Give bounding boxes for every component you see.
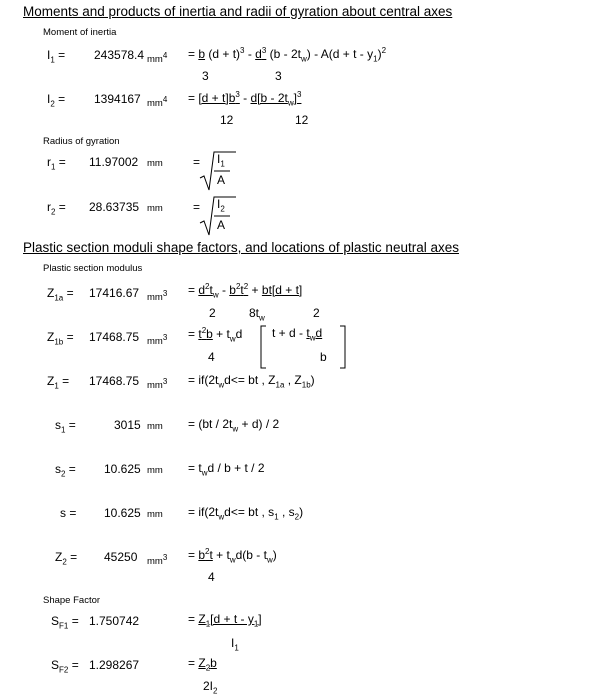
unit-r1: mm <box>147 158 163 169</box>
formula-r1-eq: = <box>193 155 201 169</box>
formula-s2: = $t_wd / b + t / 2$ <box>188 461 265 478</box>
subheading-radius-of-gyration: Radius of gyration <box>43 136 120 147</box>
formula-I2: = $[d + t]b^3 - d[b - 2t_w]^3$ <box>188 90 302 108</box>
formula-r2-num: $I_2$ <box>217 197 225 214</box>
value-SF1: 1.750742 <box>89 614 140 628</box>
value-Z1: 17468.75 <box>89 374 140 388</box>
unit-s2: mm <box>147 465 163 476</box>
value-I2: 1394167 <box>94 92 141 106</box>
label-Z1: $Z_1$ = <box>47 374 70 391</box>
label-r1: $r_1$ = <box>47 155 66 172</box>
label-Z1a: $Z_{1a}$ = <box>47 286 74 303</box>
formula-I1-den2: 3 <box>275 69 282 83</box>
unit-r2: mm <box>147 203 163 214</box>
value-Z1a: 17416.67 <box>89 286 140 300</box>
unit-Z2: $mm^3$ <box>147 553 168 568</box>
value-SF2: 1.298267 <box>89 658 140 672</box>
formula-Z1b: = $t^2b + t_wd$ <box>188 326 243 344</box>
label-Z1b: $Z_{1b}$ = <box>47 330 74 347</box>
formula-I1: = b $(d + t)^3 - d^3$ $(b - 2t_w) - A(d + t - y_1)^2$ <box>188 46 387 64</box>
formula-SF1-den: $I_1$ <box>231 636 239 653</box>
unit-I2: $mm^4$ <box>147 95 168 110</box>
formula-SF2: = $Z_2b$ <box>188 656 217 673</box>
formula-Z1a-den1: 2 <box>209 306 216 320</box>
label-s2: $s_2$ = <box>55 462 76 479</box>
value-s1: 3015 <box>114 418 141 432</box>
heading-moments: Moments and products of inertia and radii of gyration about central axes <box>23 4 453 19</box>
formula-s1: = $(bt / 2t_w + d) / 2$ <box>188 417 280 434</box>
formula-SF1: = $Z_1[d + t - y_1]$ <box>188 612 262 629</box>
formula-r1-num: $I_1$ <box>217 152 225 169</box>
formula-s: = $if(2t_wd<=$ bt , $s_1$ , $s_2$) <box>188 505 304 522</box>
value-r2: 28.63735 <box>89 200 140 214</box>
label-Z2: $Z_2$ = <box>55 550 78 567</box>
value-Z2: 45250 <box>104 550 138 564</box>
formula-SF2-den: $2I_2$ <box>203 679 218 696</box>
formula-Z1a: = $d^2t_w - b^2t^2 + bt[d + t]$ <box>188 282 303 300</box>
value-Z1b: 17468.75 <box>89 330 140 344</box>
label-I2: $I_2$ = <box>47 92 66 109</box>
value-s: 10.625 <box>104 506 141 520</box>
formula-Z2-den: 4 <box>208 570 215 584</box>
label-s1: $s_1$ = <box>55 418 76 435</box>
formula-Z1b-inner: $t + d - t_wd$ <box>272 326 323 343</box>
formula-Z1: = $if(2t_wd<=$ bt , $Z_{1a}$ , $Z_{1b}$) <box>188 373 315 390</box>
label-s: s = <box>60 506 77 520</box>
unit-Z1: $mm^3$ <box>147 377 168 392</box>
formula-Z1b-den2: b <box>320 350 327 364</box>
label-SF2: $S_{F2}$ = <box>51 658 79 675</box>
formula-I1-den1: 3 <box>202 69 209 83</box>
value-I1: 243578.4 <box>94 48 145 62</box>
label-I1: $I_1$ = <box>47 48 66 65</box>
formula-r2-den: A <box>217 218 226 232</box>
label-SF1: $S_{F1}$ = <box>51 614 79 631</box>
subheading-moment-of-inertia: Moment of inertia <box>43 27 117 38</box>
heading-plastic: Plastic section moduli shape factors, and locations of plastic neutral axes <box>23 240 459 255</box>
subheading-plastic-section-modulus: Plastic section modulus <box>43 263 143 274</box>
formula-r2-eq: = <box>193 200 201 214</box>
formula-Z2: = $b^2t + t_wd(b - t_w)$ <box>188 547 277 565</box>
formula-Z1a-den2: $8t_w$ <box>249 306 265 323</box>
subheading-shape-factor: Shape Factor <box>43 595 101 606</box>
formula-r1-den: A <box>217 173 226 187</box>
value-s2: 10.625 <box>104 462 141 476</box>
unit-Z1a: $mm^3$ <box>147 289 168 304</box>
label-r2: $r_2$ = <box>47 200 66 217</box>
formula-Z1b-den1: 4 <box>208 350 215 364</box>
formula-Z1a-den3: 2 <box>313 306 320 320</box>
unit-I1: $mm^4$ <box>147 51 168 66</box>
formula-I2-den1: 12 <box>220 113 234 127</box>
formula-I2-den2: 12 <box>295 113 309 127</box>
value-r1: 11.97002 <box>89 155 139 169</box>
unit-Z1b: $mm^3$ <box>147 333 168 348</box>
unit-s1: mm <box>147 421 163 432</box>
unit-s: mm <box>147 509 163 520</box>
